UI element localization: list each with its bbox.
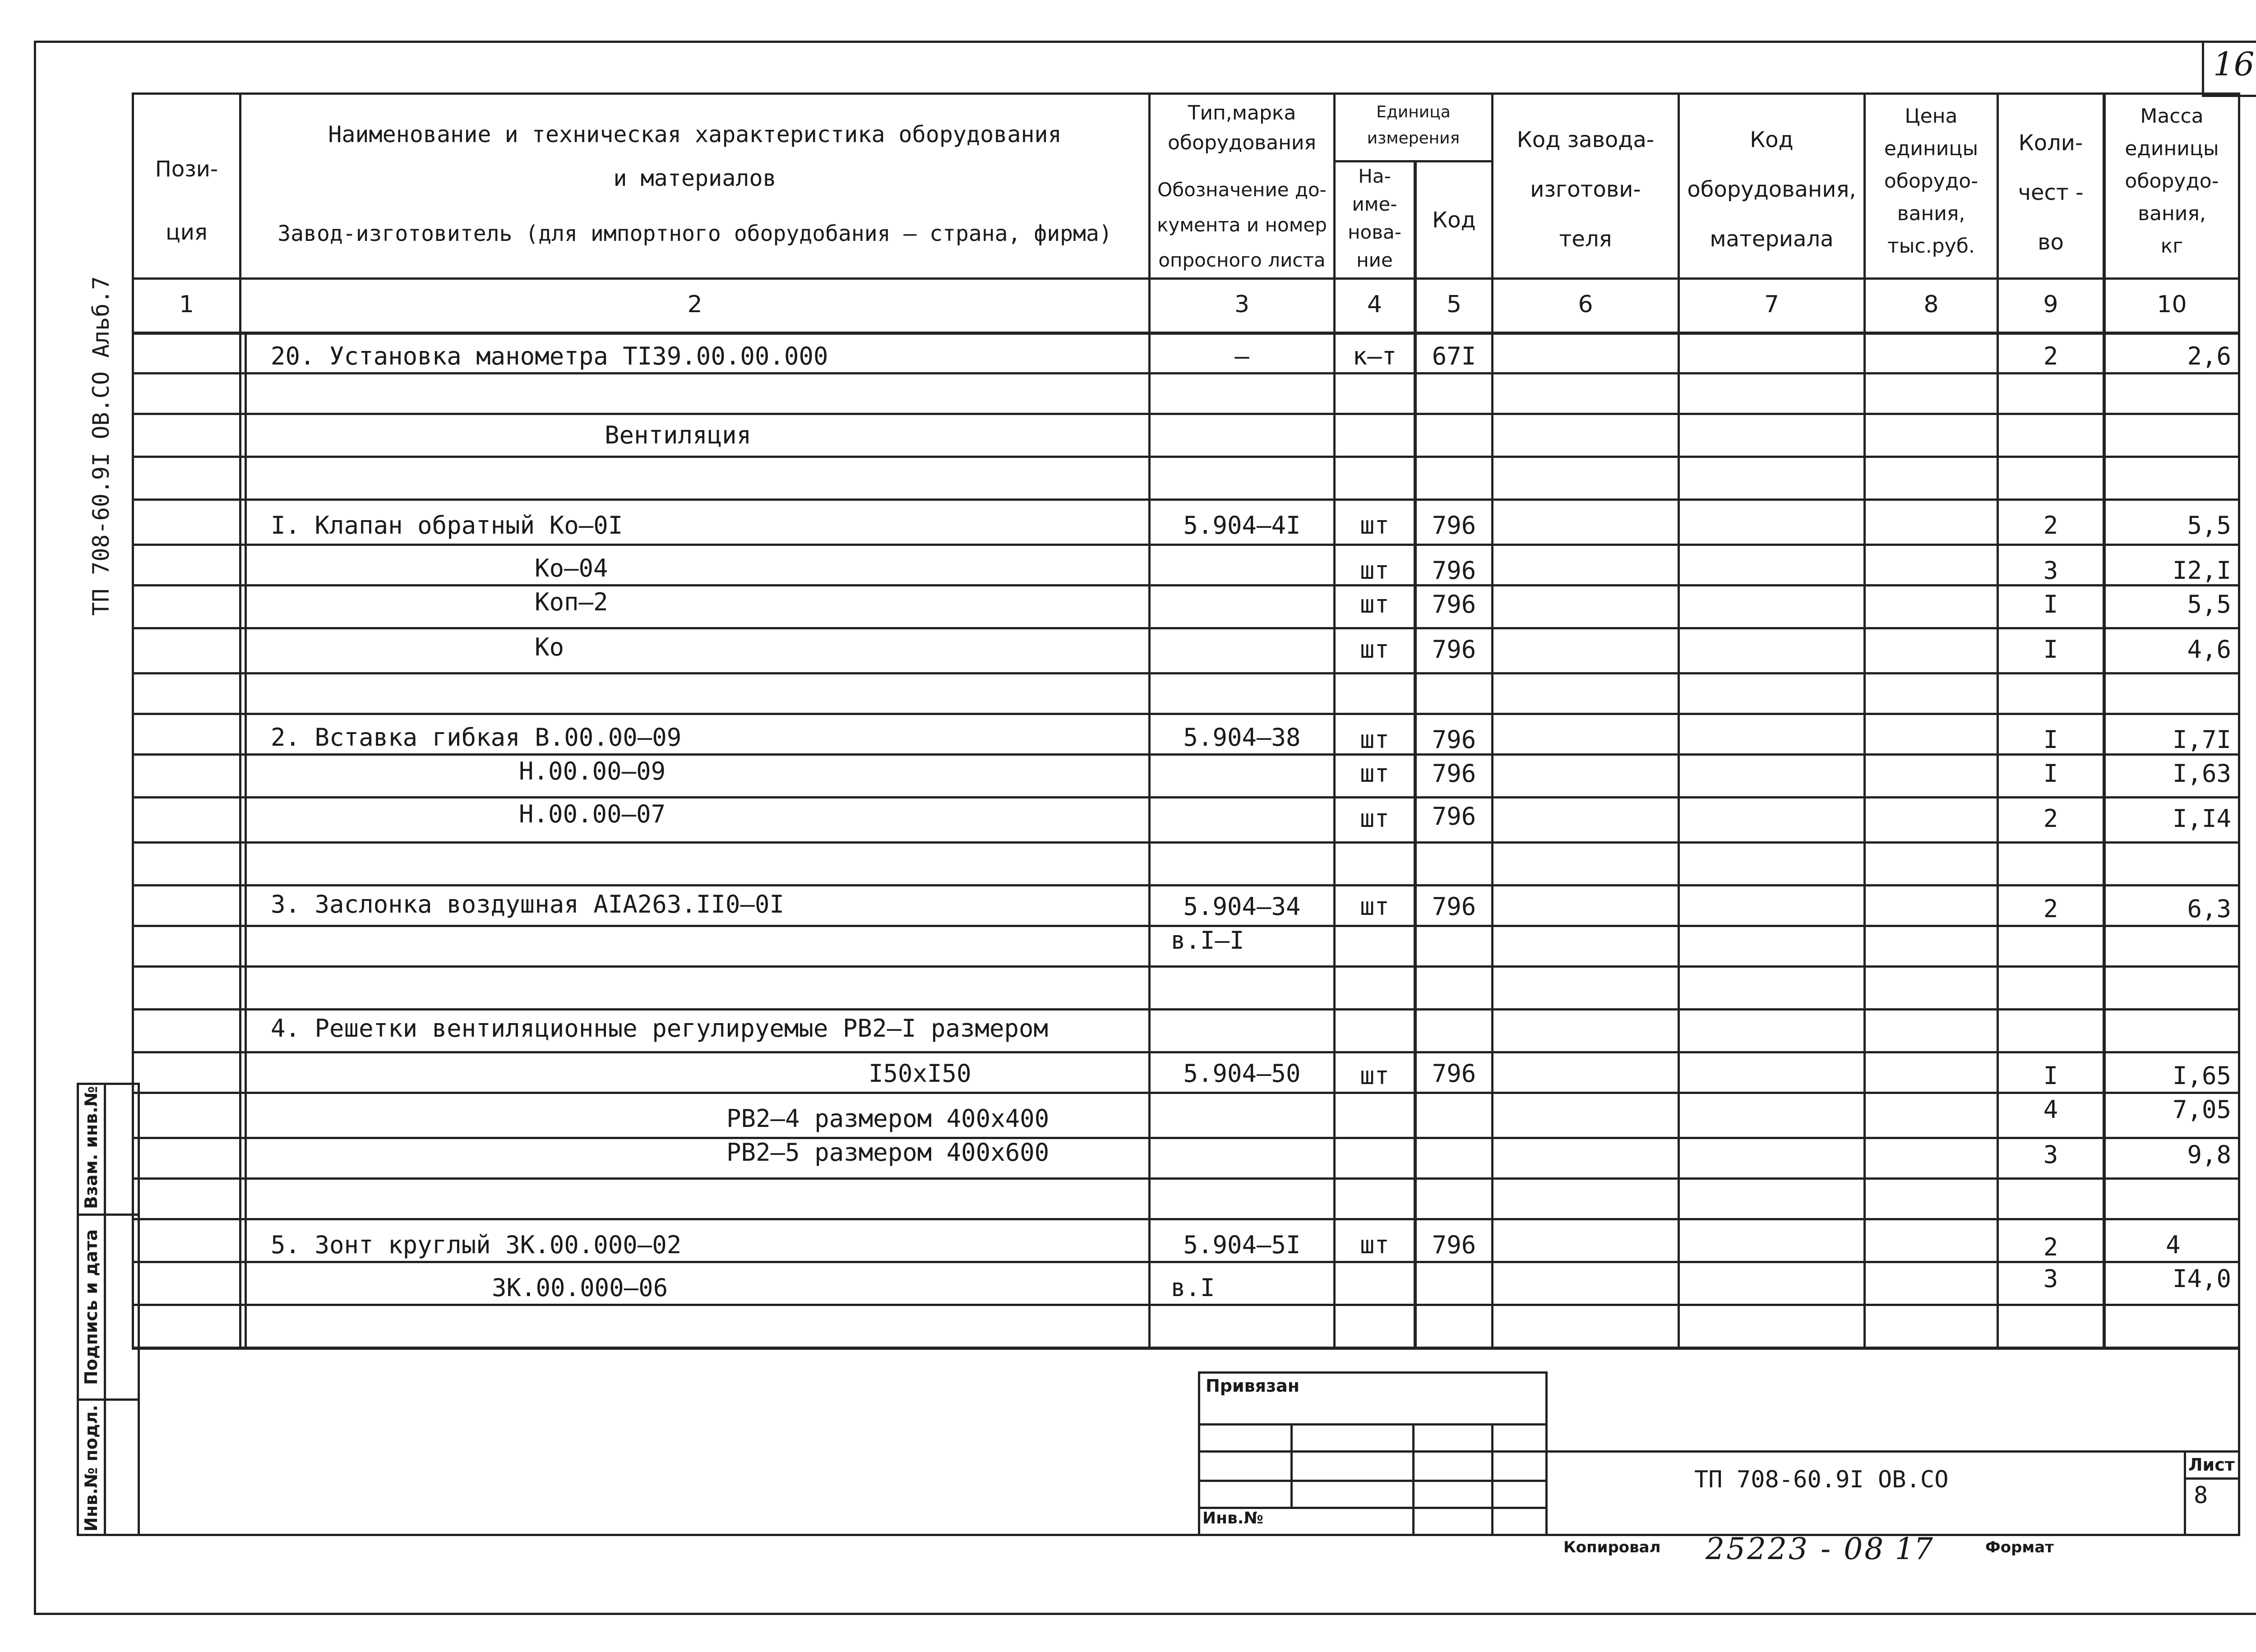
row-mass: 6,3 bbox=[2187, 895, 2231, 923]
row-name: ЗК.00.000–06 bbox=[492, 1274, 668, 1302]
row-line bbox=[132, 1008, 2240, 1011]
tied-vline bbox=[1290, 1423, 1293, 1507]
row-unit: шт bbox=[1359, 590, 1390, 618]
margin-line bbox=[104, 1083, 106, 1536]
row-line bbox=[132, 884, 2240, 886]
row-name: РВ2–4 размером 400х400 bbox=[726, 1104, 1049, 1133]
row-line bbox=[132, 544, 2240, 546]
tied-vline bbox=[1491, 1423, 1493, 1536]
table-vline bbox=[1333, 92, 1336, 1349]
row-unit: шт bbox=[1359, 759, 1390, 788]
header-equipment-code: Код оборудования, материала bbox=[1687, 127, 1856, 252]
row-code: 796 bbox=[1432, 511, 1476, 540]
column-number: 1 bbox=[179, 291, 194, 318]
row-qty: I bbox=[2043, 759, 2058, 788]
header-name-line2: и материалов bbox=[613, 165, 777, 191]
row-unit: к–т bbox=[1352, 342, 1397, 370]
row-line bbox=[132, 413, 2240, 415]
header-unit-name: На- име- нова- ние bbox=[1348, 165, 1401, 271]
row-name: I. Клапан обратный Ко–0I bbox=[271, 511, 623, 540]
row-name: Ко–04 bbox=[535, 554, 608, 582]
row-unit: шт bbox=[1359, 892, 1390, 921]
header-quantity: Коли- чест - во bbox=[2018, 130, 2084, 255]
column-number: 4 bbox=[1367, 291, 1382, 318]
row-name: Н.00.00–07 bbox=[519, 800, 666, 828]
row-mass: 5,5 bbox=[2187, 511, 2231, 540]
row-qty: I bbox=[2043, 635, 2058, 664]
row-line bbox=[132, 796, 2240, 798]
header-type-top: Тип,марка оборудования bbox=[1167, 102, 1316, 154]
replace-inv-label: Взам. инв.№ bbox=[81, 1086, 101, 1209]
row-code: 796 bbox=[1432, 556, 1476, 585]
row-qty: 2 bbox=[2043, 511, 2058, 540]
table-vline bbox=[1863, 92, 1866, 1349]
row-unit: шт bbox=[1359, 1231, 1390, 1259]
column-number: 2 bbox=[687, 291, 703, 318]
row-code: 796 bbox=[1432, 590, 1476, 618]
row-code: 796 bbox=[1432, 635, 1476, 664]
row-line bbox=[132, 1261, 2240, 1263]
row-mass: I4,0 bbox=[2172, 1264, 2231, 1293]
drawing-right-line bbox=[2238, 1347, 2240, 1536]
sheet-label: Лист bbox=[2188, 1455, 2235, 1475]
row-mass: 9,8 bbox=[2187, 1140, 2231, 1169]
column-number: 8 bbox=[1923, 291, 1939, 318]
row-unit: шт bbox=[1359, 511, 1390, 540]
row-qty: I bbox=[2043, 725, 2058, 754]
header-name-line1: Наименование и техническая характеристика оборудования bbox=[328, 121, 1062, 148]
row-line bbox=[132, 584, 2240, 586]
sheet-box-line bbox=[2184, 1450, 2186, 1536]
table-hline bbox=[132, 332, 2240, 335]
row-line bbox=[132, 1218, 2240, 1220]
column-number: 7 bbox=[1764, 291, 1780, 318]
column-number: 5 bbox=[1446, 291, 1462, 318]
row-qty: I bbox=[2043, 1061, 2058, 1090]
row-name: 4. Решетки вентиляционные регулируемые РВ2–I размером bbox=[271, 1014, 1049, 1043]
margin-line bbox=[77, 1398, 140, 1401]
row-line bbox=[132, 1137, 2240, 1139]
row-qty: 4 bbox=[2043, 1095, 2058, 1124]
row-mass: I,7I bbox=[2172, 725, 2231, 754]
row-unit: шт bbox=[1359, 804, 1390, 833]
table-vline bbox=[1148, 92, 1151, 1349]
header-price: Цена единицы оборудо- вания, тыс.руб. bbox=[1884, 105, 1979, 258]
header-type-bottom: Обозначение до- кумента и номер опросного листа bbox=[1157, 179, 1327, 271]
copied-label: Копировал bbox=[1563, 1538, 1661, 1556]
row-code: 796 bbox=[1432, 802, 1476, 831]
row-unit: шт bbox=[1359, 635, 1390, 664]
row-qty: 2 bbox=[2043, 804, 2058, 833]
table-vline bbox=[2238, 92, 2240, 1349]
header-mass: Масса единицы оборудо- вания, кг bbox=[2125, 105, 2219, 258]
row-unit: шт bbox=[1359, 556, 1390, 585]
row-type: 5.904–38 bbox=[1183, 723, 1301, 752]
row-mass: I,63 bbox=[2172, 759, 2231, 788]
row-code: 796 bbox=[1432, 725, 1476, 754]
row-type: 5.904–4I bbox=[1183, 511, 1301, 540]
sheet-box-line bbox=[2184, 1477, 2240, 1480]
row-name: Коп–2 bbox=[535, 588, 608, 616]
tied-line bbox=[1198, 1450, 1548, 1453]
header-maker-code: Код завода- изготови- теля bbox=[1516, 127, 1655, 252]
doc-code: ТП 708-60.9I ОВ.СО bbox=[1694, 1466, 1949, 1493]
header-unit-group: Единица измерения bbox=[1367, 103, 1460, 148]
column-number: 10 bbox=[2157, 291, 2187, 318]
row-name: РВ2–5 размером 400х600 bbox=[726, 1138, 1049, 1167]
row-type: в.I–I bbox=[1171, 926, 1244, 955]
row-qty: 3 bbox=[2043, 556, 2058, 585]
row-type: 5.904–50 bbox=[1183, 1059, 1301, 1088]
row-name: Н.00.00–09 bbox=[519, 757, 666, 785]
row-name: 3. Заслонка воздушная АIА263.II0–0I bbox=[271, 890, 784, 918]
row-mass: 7,05 bbox=[2172, 1095, 2231, 1124]
handwritten-number: 25223 - 08 bbox=[1706, 1532, 1886, 1566]
outer-frame bbox=[34, 41, 2256, 1615]
row-mass: 5,5 bbox=[2187, 590, 2231, 618]
row-line bbox=[132, 627, 2240, 629]
page-number: 16 bbox=[2213, 45, 2255, 83]
row-mass: I,I4 bbox=[2172, 804, 2231, 833]
section-heading: Вентиляция bbox=[605, 421, 752, 449]
row-name: I50хI50 bbox=[869, 1059, 971, 1088]
header-name-line3: Завод-изготовитель (для импортного оборудобания — страна, фирма) bbox=[277, 221, 1112, 246]
column-number: 6 bbox=[1578, 291, 1593, 318]
row-unit: шт bbox=[1359, 1061, 1390, 1090]
code-box-top bbox=[1548, 1450, 2240, 1453]
row-qty: 2 bbox=[2043, 342, 2058, 370]
row-qty: 3 bbox=[2043, 1140, 2058, 1169]
sign-date-label: Подпись и дата bbox=[81, 1229, 101, 1385]
row-code: 67I bbox=[1432, 342, 1476, 370]
row-mass: 4,6 bbox=[2187, 635, 2231, 664]
row-type: в.I bbox=[1171, 1274, 1215, 1302]
tied-label: Привязан bbox=[1206, 1376, 1300, 1396]
row-mass: I,65 bbox=[2172, 1061, 2231, 1090]
row-qty: I bbox=[2043, 590, 2058, 618]
row-mass: 2,6 bbox=[2187, 342, 2231, 370]
row-code: 796 bbox=[1432, 1059, 1476, 1088]
row-line bbox=[132, 1092, 2240, 1094]
column-number: 3 bbox=[1234, 291, 1250, 318]
row-mass: 4 bbox=[2166, 1231, 2181, 1259]
row-code: 796 bbox=[1432, 1231, 1476, 1259]
row-name: 2. Вставка гибкая В.00.00–09 bbox=[271, 723, 682, 752]
row-line bbox=[132, 1177, 2240, 1180]
row-line bbox=[132, 1347, 2240, 1350]
margin-line bbox=[77, 1214, 140, 1216]
tied-vline bbox=[1412, 1423, 1415, 1536]
tied-line bbox=[1198, 1423, 1548, 1426]
row-line bbox=[132, 1051, 2240, 1053]
row-line bbox=[132, 1304, 2240, 1306]
row-code: 796 bbox=[1432, 892, 1476, 921]
row-line bbox=[132, 841, 2240, 844]
row-name: 5. Зонт круглый ЗК.00.000–02 bbox=[271, 1231, 682, 1259]
row-line bbox=[132, 498, 2240, 501]
row-line bbox=[132, 372, 2240, 374]
table-vline bbox=[2103, 92, 2106, 1349]
row-line bbox=[132, 965, 2240, 968]
row-qty: 2 bbox=[2043, 1233, 2058, 1261]
row-type: 5.904–34 bbox=[1183, 892, 1301, 921]
row-code: 796 bbox=[1432, 759, 1476, 788]
header-unit-code: Код bbox=[1432, 208, 1476, 233]
header-position: Пози- ция bbox=[155, 157, 218, 245]
row-line bbox=[132, 456, 2240, 458]
format-label: Формат bbox=[1985, 1538, 2054, 1556]
row-qty: 2 bbox=[2043, 895, 2058, 923]
row-unit: шт bbox=[1359, 725, 1390, 754]
tied-line bbox=[1198, 1480, 1548, 1482]
row-name: Ко bbox=[535, 633, 564, 661]
row-type: – bbox=[1234, 342, 1249, 370]
row-name: 20. Установка манометра ТI39.00.00.000 bbox=[271, 342, 828, 370]
row-type: 5.904–5I bbox=[1183, 1231, 1301, 1259]
row-mass: I2,I bbox=[2172, 556, 2231, 585]
row-line bbox=[132, 753, 2240, 756]
row-qty: 3 bbox=[2043, 1264, 2058, 1293]
table-hline bbox=[132, 92, 2240, 95]
inv-orig-label: Инв.№ подл. bbox=[81, 1405, 101, 1532]
row-line bbox=[132, 672, 2240, 674]
table-vline bbox=[1678, 92, 1680, 1349]
table-vline bbox=[1491, 92, 1493, 1349]
table-vline bbox=[239, 92, 241, 1349]
inv-no-label: Инв.№ bbox=[1202, 1509, 1263, 1527]
handwritten-page: 17 bbox=[1895, 1532, 1933, 1566]
side-document-code: ТП 708-60.9I ОВ.СО Альб.7 bbox=[88, 276, 114, 616]
sheet-number: 8 bbox=[2194, 1482, 2208, 1509]
column-number: 9 bbox=[2043, 291, 2058, 318]
row-line bbox=[132, 713, 2240, 715]
